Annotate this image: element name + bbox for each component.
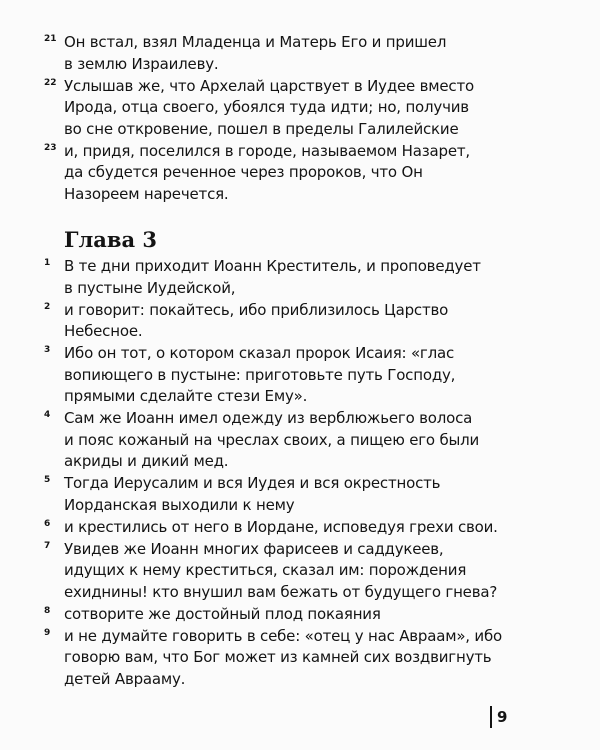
verse-text: и крестились от него в Иордане, исповедуя грехи свои. (64, 517, 498, 536)
verse-number: 23 (44, 142, 57, 153)
verse-number: 22 (44, 77, 57, 88)
verse-text: Увидев же Иоанн многих фарисеев и саддукеев, идущих к нему креститься, сказал им: порождения ехиднины! кто внушил вам бежать от будущего гнева? (64, 539, 498, 601)
verse-text: Услышав же, что Архелай царствует в Иудее вместо Ирода, отца своего, убоялся туда идти; но, получив во сне откровение, пошел в пределы Галилейские (64, 76, 474, 138)
verse-text: Тогда Иерусалим и вся Иудея и вся окрестность Иорданская выходили к нему (64, 474, 441, 514)
verse-number: 6 (44, 518, 51, 529)
verse-text: В те дни приходит Иоанн Креститель, и проповедует в пустыне Иудейской, (64, 257, 481, 297)
verse-number: 3 (44, 345, 51, 355)
verse (44, 539, 564, 604)
verse-text: сотворите же достойный плод покаяния (64, 604, 381, 623)
verse (44, 604, 564, 626)
verse-number: 9 (44, 627, 51, 638)
verse-number: 5 (44, 475, 51, 485)
verse-number: 2 (44, 301, 51, 312)
verse-text: Сам же Иоанн имел одежду из верблюжьего волоса и пояс кожаный на чреслах своих, а пищею его были акриды и дикий мед. (64, 409, 480, 470)
verse (44, 517, 564, 539)
verse (44, 343, 564, 408)
verse-text: и не думайте говорить в себе: «отец у нас Авраам», ибо говорю вам, что Бог может из камней сих воздвигнуть детей Аврааму. (64, 626, 503, 688)
verse-text: и говорит: покайтесь, ибо приблизилось Царство Небесное. (64, 300, 449, 340)
verse (44, 256, 564, 299)
verse-list-chapter-3 (44, 256, 564, 691)
page-number-rule (490, 706, 492, 728)
verse-number: 8 (44, 605, 51, 616)
verse (44, 408, 564, 473)
verse-number: 4 (44, 410, 51, 420)
verse (44, 141, 564, 206)
verse-number: 21 (44, 34, 57, 44)
verse (44, 626, 564, 691)
verse-number: 7 (44, 540, 51, 551)
verse-text: и, придя, поселился в городе, называемом Назарет, да сбудется реченное через пророков, что Он Назореем наречется. (64, 141, 470, 203)
verse-list-previous-chapter (44, 32, 564, 206)
verse-text: Ибо он тот, о котором сказал пророк Исаия: «глас вопиющего в пустыне: приготовьте путь Господу, прямыми сделайте стези Ему». (64, 344, 456, 405)
page-footer (490, 706, 507, 728)
verse (44, 76, 564, 141)
verse (44, 473, 564, 516)
verse (44, 300, 564, 343)
chapter-title: Глава 3 (64, 227, 158, 252)
page-number: 9 (497, 708, 508, 726)
verse (44, 32, 564, 75)
verse-text: Он встал, взял Младенца и Матерь Его и пришел в землю Израилеву. (64, 33, 447, 73)
verse-number: 1 (44, 258, 51, 268)
